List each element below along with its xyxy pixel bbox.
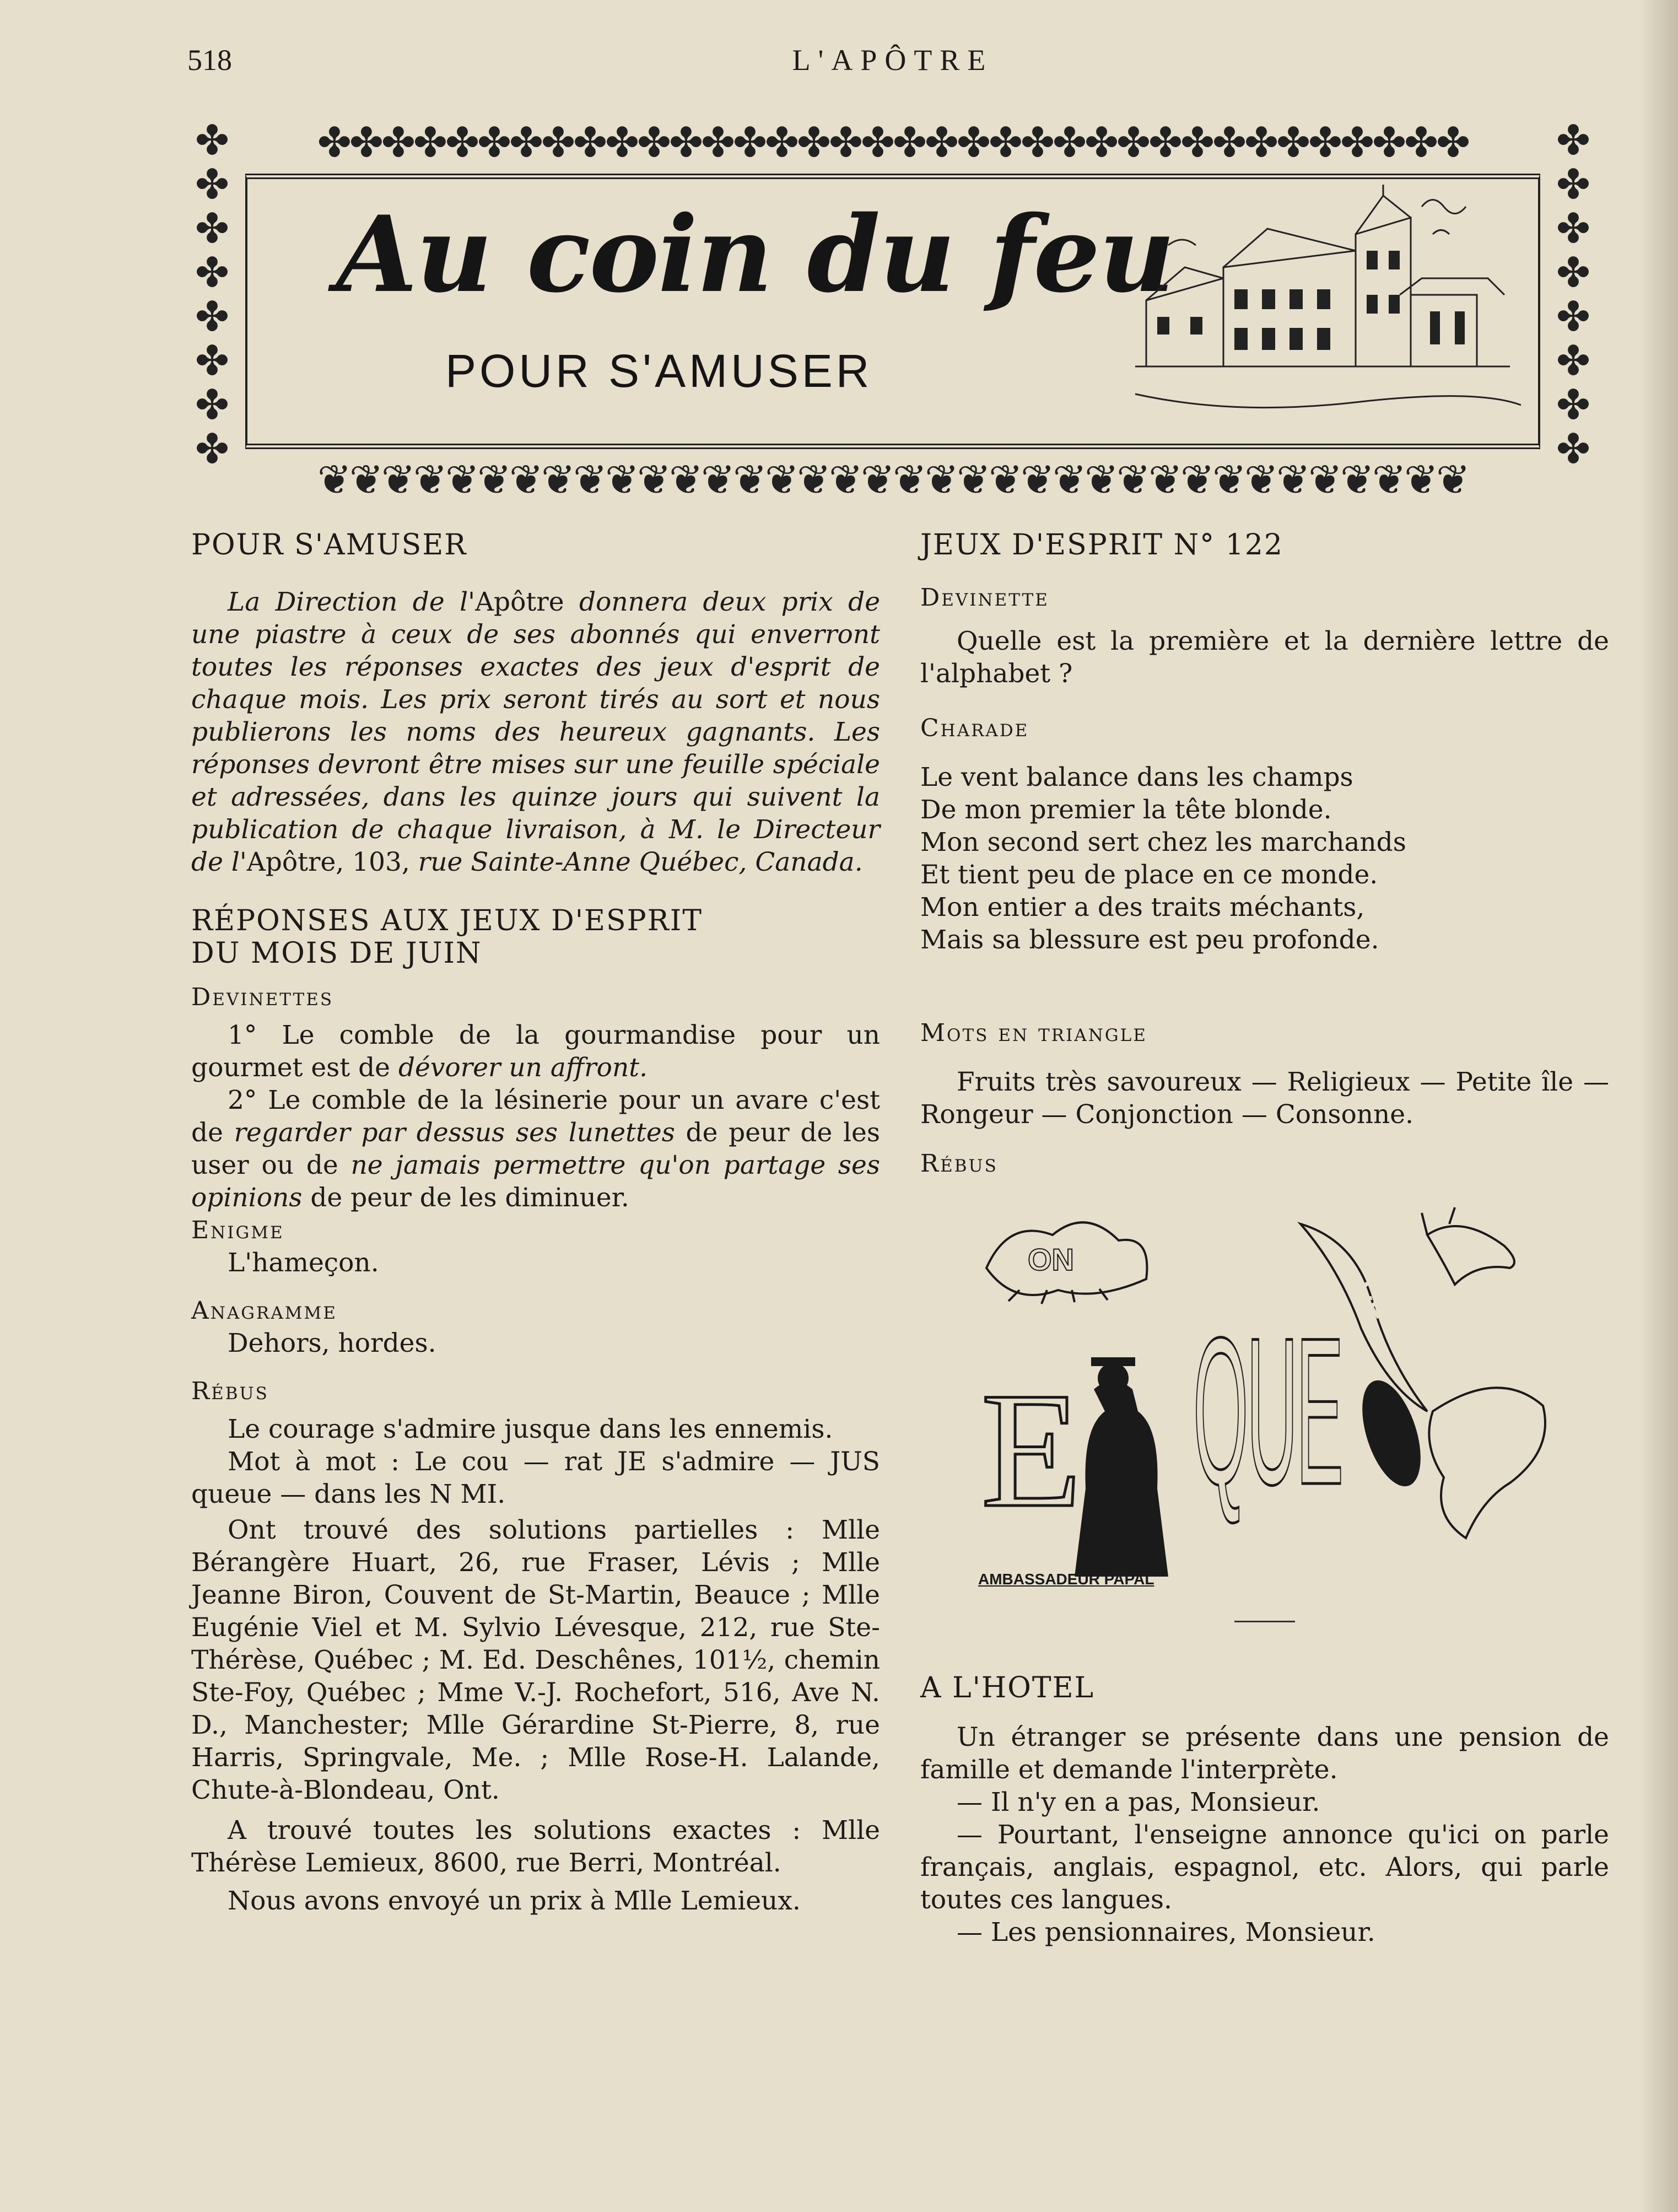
heading-reponses-line1: RÉPONSES AUX JEUX D'ESPRIT <box>191 904 703 937</box>
rebus-letter-e: E <box>981 1358 1082 1541</box>
charade-line: Mais sa blessure est peu profonde. <box>920 925 1379 955</box>
house-illustration <box>1124 185 1532 427</box>
heading-charade: Charade <box>920 714 1029 742</box>
enigme-answer: L'hameçon. <box>228 1248 379 1278</box>
section-subtitle: POUR S'AMUSER <box>445 345 873 397</box>
rebus-caption: AMBASSADEUR PAPAL <box>978 1571 1154 1588</box>
heading-mots-triangle: Mots en triangle <box>920 1019 1147 1047</box>
heading-rebus-left: Rébus <box>191 1377 269 1405</box>
charade-line: Mon second sert chez les marchands <box>920 827 1406 857</box>
devinette-question: Quelle est la première et la dernière lettre de l'alphabet ? <box>920 626 1609 689</box>
mots-triangle-clues: Fruits très savoureux — Religieux — Petite île — Rongeur — Conjonction — Consonne. <box>920 1067 1609 1130</box>
heading-jeux-esprit: JEUX D'ESPRIT N° 122 <box>920 528 1283 562</box>
intro-paragraph <box>191 586 880 878</box>
intro-address: Apôtre, 103, <box>246 847 410 877</box>
heading-anagramme: Anagramme <box>191 1297 337 1325</box>
right-column <box>920 529 1609 1949</box>
devinette-2-answer-a: regarder par dessus ses lunettes <box>234 1118 675 1148</box>
devinette-2-answer-b: ne jamais permettre qu'on partage ses opinions <box>191 1150 880 1213</box>
partial-solutions: Ont trouvé des solutions partielles : Mlle Bérangère Huart, 26, rue Fraser, Lévis ; Mlle Jeanne Biron, Couvent de St-Martin, Beauce ; Mlle Eugénie Viel et M. Sylvio Lévesque, 212, rue Ste-Thérèse, Québec ; M. Ed. Deschênes, 101½, chemin Ste-Foy, Québec ; Mme V.-J. Rochefort, 516, Ave N. D., Manchester; Mlle Gérardine St-Pierre, 8, rue Harris, Springvale, Me. ; Mlle Rose-H. Lalande, Chute-à-Blondeau, Ont. <box>191 1515 880 1805</box>
rebus-word-by-word: Mot à mot : Le cou — rat JE s'admire — JUS queue — dans les N MI. <box>191 1447 880 1509</box>
rebus-letters-que: QUE <box>1193 1294 1342 1528</box>
heading-a-lhotel: A L'HOTEL <box>920 1671 1095 1704</box>
hotel-paragraph-3: — Pourtant, l'enseigne annonce qu'ici on parle français, anglais, espagnol, etc. Alors, qui parle toutes ces langues. <box>920 1820 1609 1915</box>
devinette-2-text-c: de peur de les user ou de <box>191 1118 880 1180</box>
devinette-1-answer: dévorer un affront. <box>398 1053 648 1083</box>
section-title: Au coin du feu <box>336 193 1174 316</box>
charade-verse <box>920 761 1609 956</box>
ornament-border-left: ✤ ✤ ✤ ✤ ✤ ✤ ✤ ✤ <box>195 118 229 473</box>
intro-text-e: rue Sainte-Anne Québec, Canada. <box>409 847 863 877</box>
intro-apotre: Apôtre <box>475 587 564 617</box>
devinette-1-text: 1° Le comble de la gourmandise pour un gourmet est de <box>191 1020 880 1083</box>
hotel-paragraph-4: — Les pensionnaires, Monsieur. <box>957 1917 1375 1947</box>
journal-name: L'APÔTRE <box>792 44 994 77</box>
charade-line: Le vent balance dans les champs <box>920 762 1353 792</box>
charade-line: De mon premier la tête blonde. <box>920 795 1332 825</box>
ornament-border-top: ✤✤✤✤✤✤✤✤✤✤✤✤✤✤✤✤✤✤✤✤✤✤✤✤✤✤✤✤✤✤✤✤✤✤✤✤ <box>317 119 1469 166</box>
page-edge-shadow <box>1639 0 1678 2212</box>
devinette-answer-1 <box>191 1019 880 1084</box>
intro-text-c: donnera deux prix de une piastre à ceux de ses abonnés qui enverront toutes les réponses exactes des jeux d'esprit de chaque mois. Les prix seront tirés au sort et nous publierons les noms des heureux gagnants. Les réponses devront être mises sur une feuille spéciale et adressées, dans les quinze jours qui suivent la publication de chaque livraison, à M. le Directeur de l' <box>191 587 881 877</box>
intro-text-a: La Direction de l' <box>228 587 476 617</box>
ornament-border-bottom: ❦❦❦❦❦❦❦❦❦❦❦❦❦❦❦❦❦❦❦❦❦❦❦❦❦❦❦❦❦❦❦❦❦❦❦❦ <box>317 456 1469 504</box>
exact-solutions: A trouvé toutes les solutions exactes : Mlle Thérèse Lemieux, 8600, rue Berri, Montréal. <box>191 1815 880 1878</box>
page-number: 518 <box>187 44 232 77</box>
rebus-letters-ce: CE <box>1352 1272 1400 1324</box>
left-column <box>191 529 880 1917</box>
hotel-paragraph-1: Un étranger se présente dans une pension de famille et demande l'interprète. <box>920 1722 1609 1785</box>
devinette-2-text-e: de peur de les diminuer. <box>302 1183 629 1213</box>
anagramme-answer: Dehors, hordes. <box>228 1328 436 1358</box>
rebus-answer: Le courage s'admire jusque dans les ennemis. <box>228 1414 833 1444</box>
ornament-border-right: ✤ ✤ ✤ ✤ ✤ ✤ ✤ ✤ <box>1556 118 1590 473</box>
rebus-illustration <box>975 1202 1593 1588</box>
heading-reponses-line2: DU MOIS DE JUIN <box>191 937 482 970</box>
devinette-answer-2 <box>191 1084 880 1214</box>
heading-enigme: Enigme <box>191 1216 284 1244</box>
devinette-2-text-a: 2° Le comble de la lésinerie pour un avare c'est de <box>191 1085 880 1148</box>
running-head <box>187 43 1598 87</box>
heading-devinette: Devinette <box>920 584 1049 612</box>
heading-pour-samuser: POUR S'AMUSER <box>191 528 467 562</box>
prize-notice: Nous avons envoyé un prix à Mlle Lemieux. <box>228 1886 801 1916</box>
charade-line: Et tient peu de place en ce monde. <box>920 860 1378 890</box>
charade-line: Mon entier a des traits méchants, <box>920 892 1365 922</box>
rebus-letters-on: ON <box>1028 1242 1074 1277</box>
section-header-frame <box>187 118 1598 504</box>
hotel-paragraph-2: — Il n'y en a pas, Monsieur. <box>957 1787 1320 1817</box>
heading-rebus-right: Rébus <box>920 1150 998 1178</box>
heading-devinettes: Devinettes <box>191 983 334 1011</box>
